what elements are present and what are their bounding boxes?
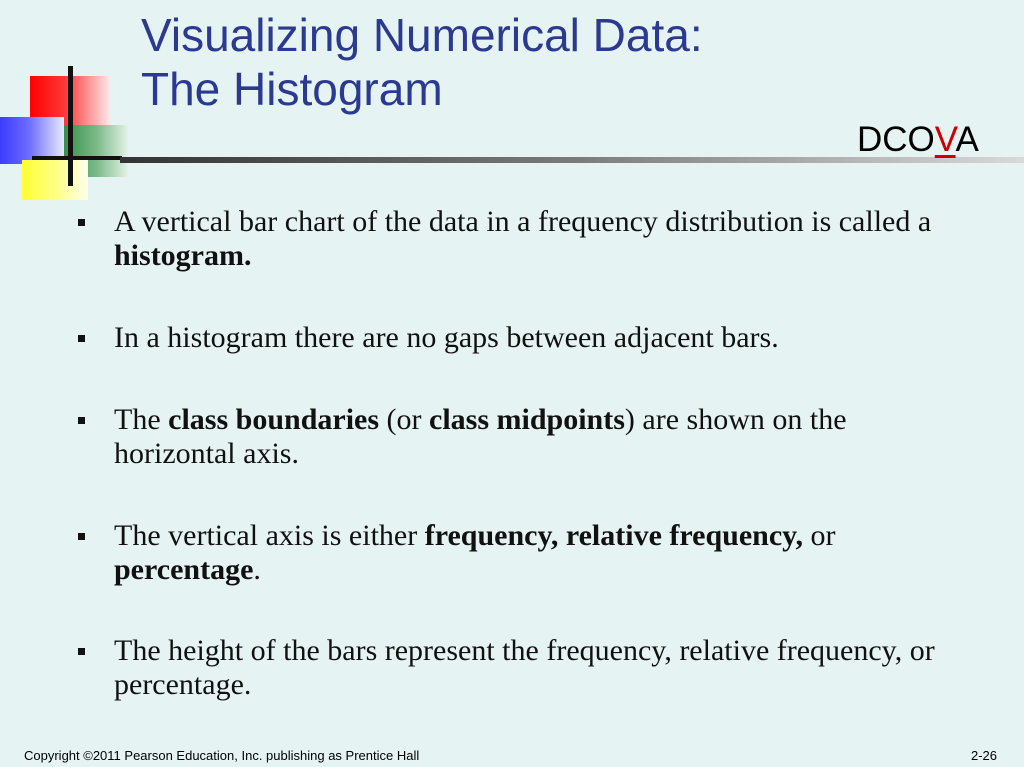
dcova-part-1: DCO [857,120,935,159]
vertical-line-decoration [68,66,73,186]
bullet-text: The height of the bars represent the frequency, relative frequency, or percentage. [114,634,935,701]
yellow-square-decoration [22,160,88,200]
dcova-part-2: A [955,120,979,159]
bullet-square-icon [78,417,85,424]
bullet-square-icon [78,648,85,655]
bullet-text: The class boundaries (or class midpoints) are shown on the horizontal axis. [114,403,847,470]
bullet-square-icon [78,219,85,226]
copyright-footer: Copyright ©2011 Pearson Education, Inc. publishing as Prentice Hall [24,748,420,763]
bullet-square-icon [78,533,85,540]
dcova-highlight: V [934,120,956,159]
bullet-text: In a histogram there are no gaps between adjacent bars. [114,321,779,354]
slide-title [141,8,861,116]
page-number: 2-26 [971,748,998,763]
bullet-text: A vertical bar chart of the data in a frequency distribution is called a histogram. [114,205,932,272]
decorative-squares-logo [0,0,140,200]
dcova-badge [857,120,979,160]
bullet-square-icon [78,335,85,342]
horizontal-line-decoration [32,156,122,160]
bullet-text: The vertical axis is either frequency, relative frequency, or percentage. [114,519,836,586]
title-line-2: The Histogram [141,63,443,115]
title-line-1: Visualizing Numerical Data: [141,9,703,61]
